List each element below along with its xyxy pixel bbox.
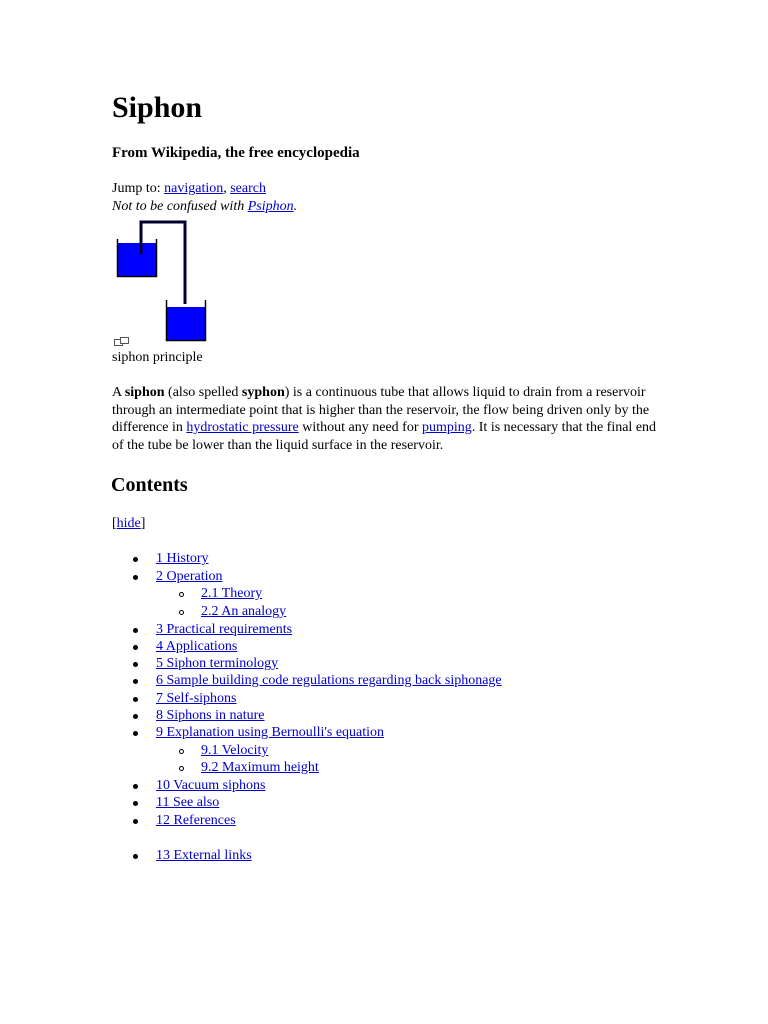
jump-to-links bbox=[112, 180, 266, 198]
toc-item-link[interactable]: 8 Siphons in nature bbox=[156, 708, 265, 723]
toc-item-bullet bbox=[133, 714, 138, 719]
toggle-bracket-open: [ bbox=[112, 516, 117, 531]
toc-item-bullet bbox=[133, 557, 138, 562]
toggle-bracket-close: ] bbox=[140, 516, 146, 531]
hatnote bbox=[112, 198, 297, 216]
toc-item-link[interactable]: 12 References bbox=[156, 813, 236, 828]
jump-search-link[interactable]: search bbox=[230, 181, 266, 196]
toc-subitem-bullet bbox=[179, 592, 184, 597]
toc-item-bullet bbox=[133, 575, 138, 580]
hide-contents-link[interactable]: hide bbox=[116, 516, 141, 531]
toc-item-bullet bbox=[133, 679, 138, 684]
intro-text: . It is necessary that the final end of the tube be lower than the liquid surface in the reservoir. bbox=[112, 420, 657, 453]
toc-item-link[interactable]: 13 External links bbox=[156, 848, 252, 863]
toc-item-link[interactable]: 6 Sample building code regulations regarding back siphonage bbox=[156, 673, 502, 688]
page-subtitle: From Wikipedia, the free encyclopedia bbox=[112, 145, 360, 161]
magnify-clip-icon[interactable] bbox=[114, 337, 130, 347]
toc-item-bullet bbox=[133, 784, 138, 789]
toc-subitem-link[interactable]: 9.1 Velocity bbox=[201, 743, 269, 758]
jump-separator: , bbox=[223, 181, 231, 196]
contents-toggle bbox=[112, 515, 145, 533]
toc-subitem-link[interactable]: 9.2 Maximum height bbox=[201, 760, 319, 775]
toc-item-bullet bbox=[133, 662, 138, 667]
toc-subitem-bullet bbox=[179, 749, 184, 754]
toc-item-bullet bbox=[133, 731, 138, 736]
lower-reservoir-water bbox=[167, 307, 205, 340]
intro-text: ) is a continuous tube that allows liquid to drain from a reservoir through an intermediate point that is higher than the reservoir, the flow being driven only by the difference in bbox=[112, 385, 650, 435]
intro-text: (also spelled bbox=[164, 385, 242, 400]
toc-item-link[interactable]: 7 Self-siphons bbox=[156, 691, 237, 706]
intro-text: without any need for bbox=[298, 420, 422, 435]
toc-item-link[interactable]: 1 History bbox=[156, 551, 209, 566]
toc-item-link[interactable]: 2 Operation bbox=[156, 569, 223, 584]
toc-item-link[interactable]: 5 Siphon terminology bbox=[156, 656, 279, 671]
psiphon-link[interactable]: Psiphon bbox=[247, 199, 294, 214]
hatnote-end: . bbox=[293, 199, 298, 214]
toc-subitem-link[interactable]: 2.1 Theory bbox=[201, 586, 263, 601]
term-syphon: syphon bbox=[241, 385, 285, 400]
contents-heading: Contents bbox=[111, 474, 188, 496]
intro-text: A bbox=[112, 385, 125, 400]
toc-subitem-link[interactable]: 2.2 An analogy bbox=[201, 604, 287, 619]
toc-item-bullet bbox=[133, 628, 138, 633]
toc-subitem-bullet bbox=[179, 766, 184, 771]
siphon-diagram[interactable] bbox=[112, 216, 222, 344]
intro-paragraph bbox=[112, 384, 657, 454]
page-title: Siphon bbox=[112, 91, 203, 124]
toc-item-link[interactable]: 9 Explanation using Bernoulli's equation bbox=[156, 725, 385, 740]
hatnote-text: Not to be confused with bbox=[112, 199, 248, 214]
hydrostatic-pressure-link[interactable]: hydrostatic pressure bbox=[186, 420, 299, 435]
toc-item-link[interactable]: 11 See also bbox=[156, 795, 220, 810]
term-siphon: siphon bbox=[124, 385, 165, 400]
toc-item-bullet bbox=[133, 801, 138, 806]
toc-item-bullet bbox=[133, 819, 138, 824]
figure-caption: siphon principle bbox=[112, 350, 203, 365]
toc-item-bullet bbox=[133, 645, 138, 650]
upper-reservoir-water bbox=[118, 243, 156, 276]
toc-item-link[interactable]: 3 Practical requirements bbox=[156, 622, 293, 637]
toc-item-bullet bbox=[133, 854, 138, 859]
pumping-link[interactable]: pumping bbox=[421, 420, 472, 435]
jump-to-prefix: Jump to: bbox=[112, 181, 165, 196]
toc-subitem-bullet bbox=[179, 610, 184, 615]
toc-item-link[interactable]: 10 Vacuum siphons bbox=[156, 778, 266, 793]
jump-navigation-link[interactable]: navigation bbox=[164, 181, 224, 196]
toc-item-bullet bbox=[133, 697, 138, 702]
toc-item-link[interactable]: 4 Applications bbox=[156, 639, 238, 654]
